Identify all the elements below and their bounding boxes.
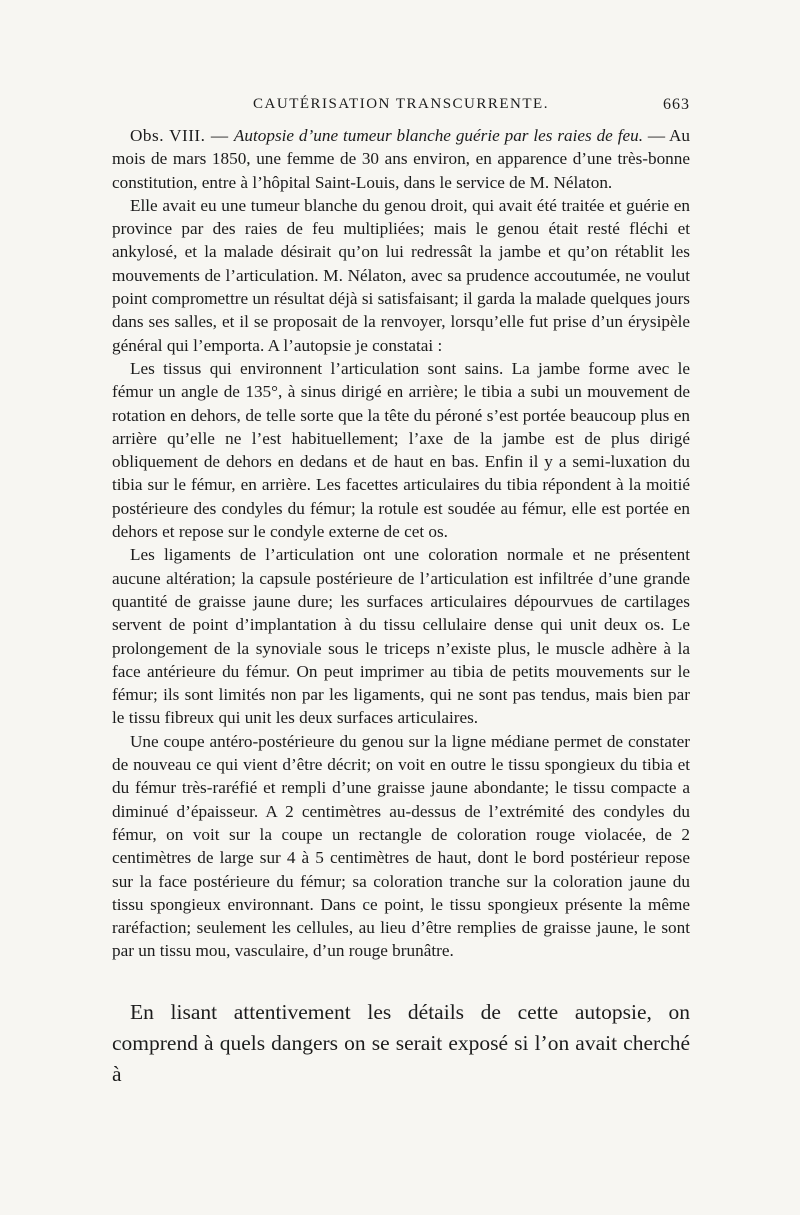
paragraph-ligaments: Les ligaments de l’articulation ont une coloration normale et ne présentent aucune altération; la capsule postérieure de l’articulation est infiltrée d’une grande quantité de graisse jaune dure; les surfaces articulaires dépourvues de cartilages servent de point d’implantation à du tissu cellulaire dense qui unit deux os. Le prolongement de la synoviale sous le triceps n’existe plus, le muscle adhère à la face antérieure du fémur. On peut imprimer au tibia de petits mouvements sur le fémur; ils sont limités non par les ligaments, qui ne sont pas tendus, mais bien par le tissu fibreux qui unit les deux surfaces articulaires.	[112, 545, 690, 728]
observation-label: Obs. VIII. —	[130, 126, 234, 145]
book-page	[112, 96, 690, 1090]
paragraph-tissues: Les tissus qui environnent l’articulation sont sains. La jambe forme avec le fémur un angle de 135°, à sinus dirigé en arrière; le tibia a subi un mouvement de rotation en dehors, de telle sorte que la tête du péroné s’est portée beaucoup plus en arrière qu’elle ne l’est habituellement; l’axe de la jambe est de plus dirigé obliquement de dehors en dedans et de haut en bas. Enfin il y a semi-luxation du tibia sur le fémur, en arrière. Les facettes articulaires du tibia répondent à la moitié postérieure des condyles du fémur; la rotule est soudée au fémur, elle est portée en dehors et repose sur le condyle externe de cet os.	[112, 358, 690, 542]
observation-intro: — Au mois de mars 1850, une femme de 30 ans environ, en apparence d’une très-bonne constitution, entre à l’hôpital Saint-Louis, dans le service de M. Nélaton.	[112, 126, 691, 192]
running-title: CAUTÉRISATION TRANSCURRENTE.	[253, 96, 549, 112]
main-text	[112, 997, 690, 1090]
observation-title: Autopsie d’une tumeur blanche guérie par les raies de feu.	[233, 126, 643, 145]
paragraph-closing: En lisant attentivement les détails de cette autopsie, on comprend à quels dangers on se serait exposé si l’on avait cherché à	[112, 999, 690, 1086]
paragraph-history: Elle avait eu une tumeur blanche du genou droit, qui avait été traitée et guérie en province par des raies de feu multipliées; mais le genou était resté fléchi et ankylosé, et la malade désirait qu’on lui redressât la jambe et qu’on rétablit les mouvements de l’articulation. M. Nélaton, avec sa prudence accoutumée, ne voulut point compromettre un résultat déjà si satisfaisant; il garda la malade quelques jours dans ses salles, et il se proposait de la renvoyer, lorsqu’elle fut prise d’un érysipèle général qui l’emporta. A l’autopsie je constatai :	[112, 195, 690, 355]
paragraph-section: Une coupe antéro-postérieure du genou sur la ligne médiane permet de constater de nouveau ce qui vient d’être décrit; on voit en outre le tissu spongieux du tibia et du fémur très-raréfié et rempli d’une graisse jaune abondante; le tissu compacte a diminué d’épaisseur. A 2 centimètres au-dessus de l’extrémité des condyles du fémur, on voit sur la coupe un rectangle de coloration rouge violacée, de 2 centimètres de large sur 4 à 5 centimètres de haut, dont le bord postérieur repose sur la face postérieure du fémur; sa coloration tranche sur la coloration jaune du tissu spongieux environnant. Dans ce point, le tissu spongieux présente la même raréfaction; seulement les cellules, au lieu d’être remplies de graisse jaune, le sont par un tissu mou, vasculaire, d’un rouge brunâtre.	[112, 731, 690, 961]
observation-heading-paragraph	[112, 124, 690, 194]
page-number: 663	[663, 96, 690, 113]
observation-text	[112, 124, 690, 963]
page-header	[112, 96, 690, 124]
